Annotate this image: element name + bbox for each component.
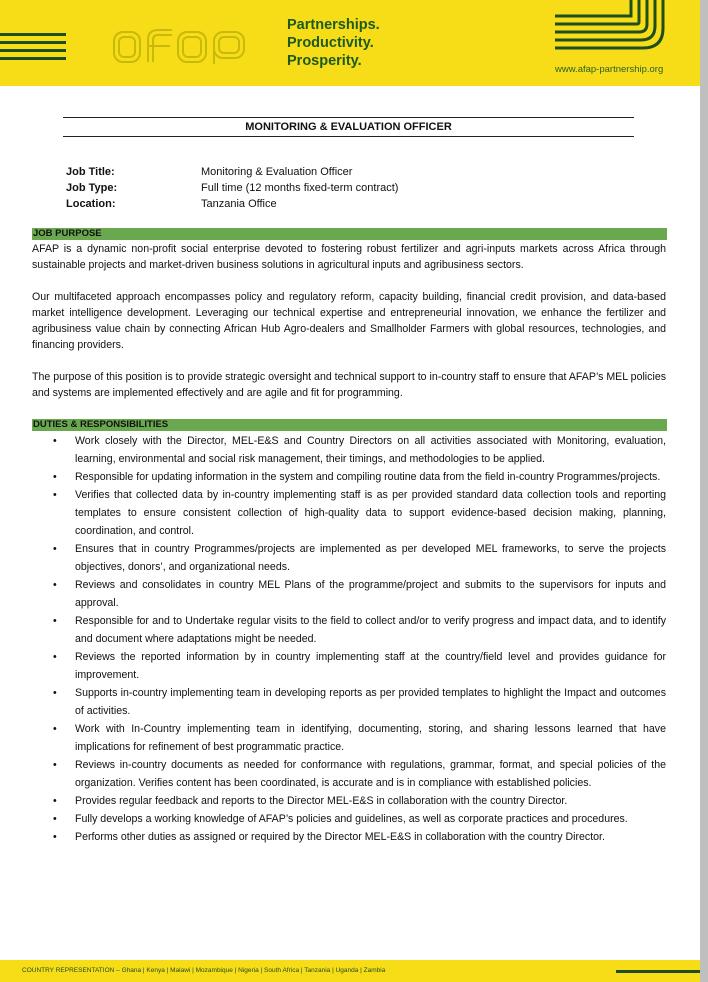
duties-list [32,432,666,846]
list-item [32,576,666,612]
bullet: • [53,471,57,483]
list-item [32,432,666,468]
section-heading-duties [32,419,667,431]
section-heading-job-purpose [32,228,667,240]
list-item [32,792,666,810]
job-meta [66,164,398,212]
list-item [32,468,666,486]
bullet: • [53,543,57,555]
header-stripes-right [555,0,667,52]
list-item [32,540,666,576]
footer-stripe [616,970,700,973]
list-item [32,648,666,684]
bullet: • [53,723,57,735]
website-link[interactable]: www.afap-partnership.org [555,64,664,75]
meta-value: Tanzania Office [201,198,277,210]
header-stripes-left [0,33,66,65]
meta-value: Monitoring & Evaluation Officer [201,166,353,178]
list-item [32,828,666,846]
tagline-line-2: Productivity. [287,35,374,51]
list-item-text: Performs other duties as assigned or required by the Director MEL-E&S in collaboration with the country Director. [75,831,605,843]
bullet: • [53,615,57,627]
list-item-text: Responsible for updating information in the system and compiling routine data from the field in-country Programmes/projects. [75,471,661,483]
meta-value: Full time (12 months fixed-term contract) [201,182,399,194]
title-rule-top [63,117,634,118]
afap-logo [112,22,252,66]
purpose-paragraph-1: AFAP is a dynamic non-profit social enterprise devoted to fostering robust fertilizer and agri-inputs markets across Africa through sustainable projects and market-driven business solutions in agricultural inputs and agribusiness sectors. [32,243,666,271]
list-item-text: Work closely with the Director, MEL-E&S and Country Directors on all activities associated with Monitoring, evaluation, learning, environmental and social risk management, their timings, and methodologies to be applied. [75,435,666,465]
section-heading-text: DUTIES & RESPONSIBILITIES [33,419,169,430]
bullet: • [53,651,57,663]
title-rule-bottom [63,136,634,137]
bullet: • [53,795,57,807]
meta-label: Job Type: [66,182,118,194]
meta-row-location [66,196,398,212]
tagline-line-3: Prosperity. [287,53,362,69]
list-item-text: Reviews and consolidates in country MEL Plans of the programme/project and submits to the supervisors for inputs and approval. [75,579,666,609]
meta-row-title [66,164,398,180]
logo-text: afap [182,50,184,51]
section-heading-text: JOB PURPOSE [33,228,102,239]
bullet: • [53,579,57,591]
tagline [287,16,380,70]
list-item-text: Fully develops a working knowledge of AFAP’s policies and guidelines, as well as corporate practices and procedures. [75,813,628,825]
tagline-line-1: Partnerships. [287,17,380,33]
list-item-text: Verifies that collected data by in-country implementing staff is as per provided standard data collection tools and reporting templates to ensure consistent collection of high-quality data to support evidence-based decision making, planning, coordination, and control. [75,489,666,537]
list-item [32,810,666,828]
list-item-text: Reviews in-country documents as needed for conformance with regulations, grammar, format, and special policies of the organization. Verifies content has been coordinated, is accurate and is in compliance with established policies. [75,759,666,789]
purpose-paragraph-3: The purpose of this position is to provide strategic oversight and technical support to in-country staff to ensure that AFAP’s MEL policies and systems are implemented effectively and are agile and fit for programming. [32,371,667,399]
bullet: • [53,435,57,447]
scrollbar-edge [700,0,708,982]
page-title: MONITORING & EVALUATION OFFICER [245,121,452,133]
purpose-paragraph-2: Our multifaceted approach encompasses policy and regulatory reform, capacity building, financial credit provision, and data-based market intelligence development. Leveraging our technical expertise and entrepreneurial innovation, we enhance the fertilizer and agribusiness value chain by connecting African Hub Agro-dealers and Smallholder Farmers with global resources, technologies, and financing providers. [32,291,666,351]
list-item [32,486,666,540]
meta-label: Location: [66,198,116,210]
list-item-text: Work with In-Country implementing team in identifying, documenting, storing, and sharing lessons learned that have implications for refinement of best programmatic practice. [75,723,666,753]
bullet: • [53,813,57,825]
meta-label: Job Title: [66,166,115,178]
list-item-text: Reviews the reported information by in country implementing staff at the country/field level and provides guidance for improvement. [75,651,666,681]
list-item-text: Ensures that in country Programmes/projects are implemented as per developed MEL frameworks, to serve the projects objectives, donors’, and organizational needs. [75,543,666,573]
bullet: • [53,687,57,699]
meta-row-type [66,180,398,196]
list-item [32,612,666,648]
list-item [32,756,666,792]
list-item-text: Provides regular feedback and reports to the Director MEL-E&S in collaboration with the country Director. [75,795,568,807]
list-item-text: Responsible for and to Undertake regular visits to the field to collect and/or to verify progress and impact data, and to identify and document where adaptations might be needed. [75,615,666,645]
bullet: • [53,831,57,843]
list-item [32,684,666,720]
list-item [32,720,666,756]
footer-country-list: COUNTRY REPRESENTATION – Ghana | Kenya | Malawi | Mozambique | Nigeria | South Africa | Tanzania | Uganda | Zambia [22,967,386,974]
page-footer [0,960,700,982]
list-item-text: Supports in-country implementing team in developing reports as per provided templates to highlight the Impact and outcomes of activities. [75,687,666,717]
page-header [0,0,700,86]
bullet: • [53,759,57,771]
bullet: • [53,489,57,501]
